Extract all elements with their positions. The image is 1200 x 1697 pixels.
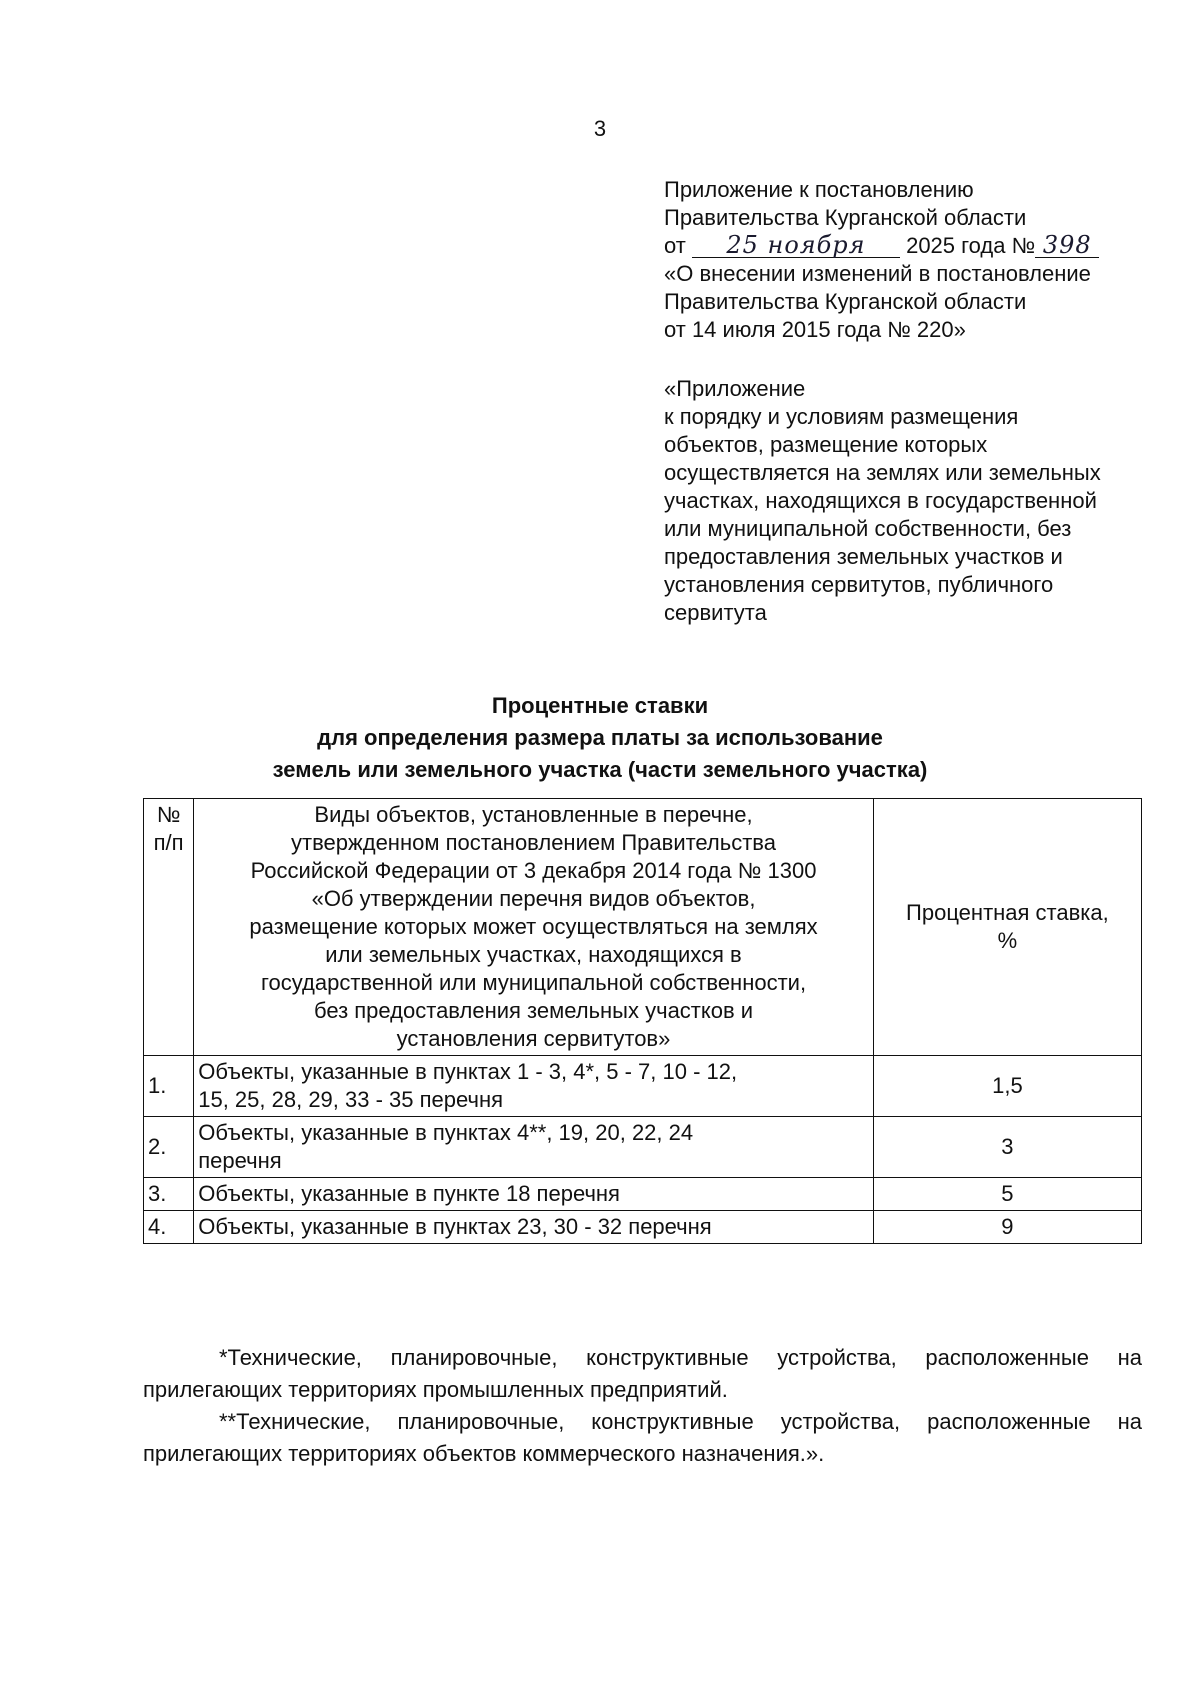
rates-table (143, 798, 1142, 1244)
row-rate: 3 (873, 1117, 1141, 1178)
row-desc-line: Объекты, указанные в пунктах 1 - 3, 4*, 5 - 7, 10 - 12, (198, 1059, 738, 1084)
year-text: 2025 года № (906, 233, 1036, 258)
header-num-line-1: № (156, 802, 181, 827)
header-desc-line: размещение которых может осуществляться на землях (249, 914, 818, 939)
title-line-2: для определения размера платы за использование (317, 725, 883, 750)
order-line: или муниципальной собственности, без (664, 516, 1072, 541)
handwritten-number: 398 (1035, 233, 1099, 258)
header-desc-line: или земельных участках, находящихся в (325, 942, 742, 967)
order-line: участках, находящихся в государственной (664, 488, 1097, 513)
row-num: 3. (144, 1178, 194, 1211)
appendix-date-line (664, 232, 1164, 260)
row-num: 2. (144, 1117, 194, 1178)
row-num: 1. (144, 1056, 194, 1117)
order-line: установления сервитутов, публичного (664, 572, 1054, 597)
table-row (144, 1178, 1142, 1211)
header-desc-line: установления сервитутов» (396, 1026, 671, 1051)
table-row (144, 1056, 1142, 1117)
appendix-line-2: Правительства Курганской области (664, 205, 1027, 230)
footnotes (143, 1342, 1142, 1470)
appendix-line-4: «О внесении изменений в постановление (664, 261, 1091, 286)
order-line: к порядку и условиям размещения (664, 404, 1019, 429)
appendix-line-5: Правительства Курганской области (664, 289, 1027, 314)
order-line: осуществляется на землях или земельных (664, 460, 1101, 485)
appendix-header (664, 176, 1164, 344)
header-rate-cell (873, 799, 1141, 1056)
row-desc-line: Объекты, указанные в пункте 18 перечня (198, 1181, 620, 1206)
row-rate: 9 (873, 1211, 1141, 1244)
header-rate-line-1: Процентная ставка, (906, 900, 1109, 925)
table-header-row (144, 799, 1142, 1056)
from-prefix: от (664, 233, 686, 258)
header-desc-line: Российской Федерации от 3 декабря 2014 года № 1300 (250, 858, 817, 883)
header-num-cell (144, 799, 194, 1056)
order-line: сервитута (664, 600, 767, 625)
header-desc-line: Виды объектов, установленные в перечне, (314, 802, 753, 827)
row-desc-line: Объекты, указанные в пунктах 4**, 19, 20, 22, 24 (198, 1120, 694, 1145)
header-desc-cell (194, 799, 874, 1056)
row-desc-line: перечня (198, 1148, 282, 1173)
row-desc-line: 15, 25, 28, 29, 33 - 35 перечня (198, 1087, 504, 1112)
row-desc (194, 1056, 874, 1117)
order-line: объектов, размещение которых (664, 432, 988, 457)
footnote-2: **Технические, планировочные, конструктивные устройства, расположенные на прилегающих территориях объектов коммерческого назначения.». (143, 1409, 1142, 1466)
handwritten-date: 25 ноября (692, 233, 900, 258)
appendix-line-6: от 14 июля 2015 года № 220» (664, 317, 966, 342)
header-desc-line: без предоставления земельных участков и (313, 998, 754, 1023)
order-line: предоставления земельных участков и (664, 544, 1063, 569)
row-rate: 1,5 (873, 1056, 1141, 1117)
order-line: «Приложение (664, 376, 806, 401)
row-desc (194, 1178, 874, 1211)
row-desc (194, 1117, 874, 1178)
footnote-1: *Технические, планировочные, конструктивные устройства, расположенные на прилегающих территориях промышленных предприятий. (143, 1345, 1142, 1402)
appendix-line-1: Приложение к постановлению (664, 177, 974, 202)
page-number: 3 (593, 116, 607, 141)
header-rate-line-2: % (997, 928, 1018, 953)
header-num-line-2: п/п (153, 830, 184, 855)
table-row (144, 1117, 1142, 1178)
header-desc-line: государственной или муниципальной собственности, (260, 970, 807, 995)
document-title (0, 690, 1200, 786)
header-desc-line: утвержденном постановлением Правительства (291, 830, 776, 855)
title-line-1: Процентные ставки (491, 693, 709, 718)
row-desc-line: Объекты, указанные в пунктах 23, 30 - 32 перечня (198, 1214, 712, 1239)
header-desc-line: «Об утверждении перечня видов объектов, (311, 886, 756, 911)
row-desc (194, 1211, 874, 1244)
row-num: 4. (144, 1211, 194, 1244)
table-row (144, 1211, 1142, 1244)
title-line-3: земель или земельного участка (части земельного участка) (272, 757, 928, 782)
row-rate: 5 (873, 1178, 1141, 1211)
order-appendix (664, 375, 1164, 627)
